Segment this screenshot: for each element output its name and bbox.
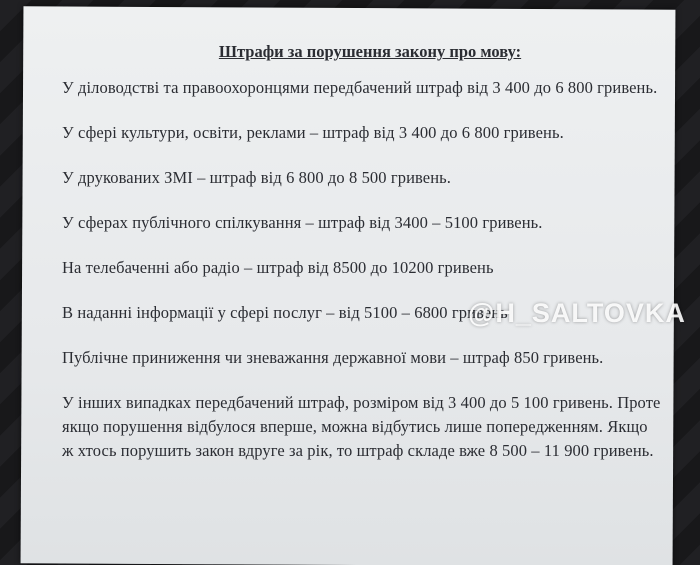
watermark-handle: @H_SALTOVKA — [468, 298, 686, 328]
document-body — [62, 40, 662, 484]
fine-paragraph-culture: У сфері культури, освіти, реклами – штраф від 3 400 до 6 800 гривень. — [62, 123, 564, 142]
fine-paragraph-public-communication: У сферах публічного спілкування – штраф від 3400 – 5100 гривень. — [62, 213, 543, 232]
fine-paragraph-public-humiliation: Публічне приниження чи зневажання державної мови – штраф 850 гривень. — [62, 348, 604, 367]
fine-paragraph-tv-radio: На телебаченні або радіо – штраф від 8500 до 10200 гривень — [62, 258, 494, 277]
fine-paragraph-office-work: У діловодстві та правоохоронцями передбачений штраф від 3 400 до 6 800 гривень. — [62, 78, 658, 97]
fine-paragraph-other-cases: У інших випадках передбачений штраф, розміром від 3 400 до 5 100 гривень. Проте якщо порушення відбулося вперше, можна відбутись лише попередженням. Якщо ж хтось порушить закон вдруге за рік, то штраф складе вже 8 500 – 11 900 гривень. — [62, 393, 661, 460]
document-title: Штрафи за порушення закону про мову: — [218, 42, 522, 61]
fine-paragraph-services: В наданні інформації у сфері послуг – від 5100 – 6800 гривень — [62, 303, 508, 322]
fine-paragraph-print-media: У друкованих ЗМІ – штраф від 6 800 до 8 500 гривень. — [62, 168, 451, 187]
